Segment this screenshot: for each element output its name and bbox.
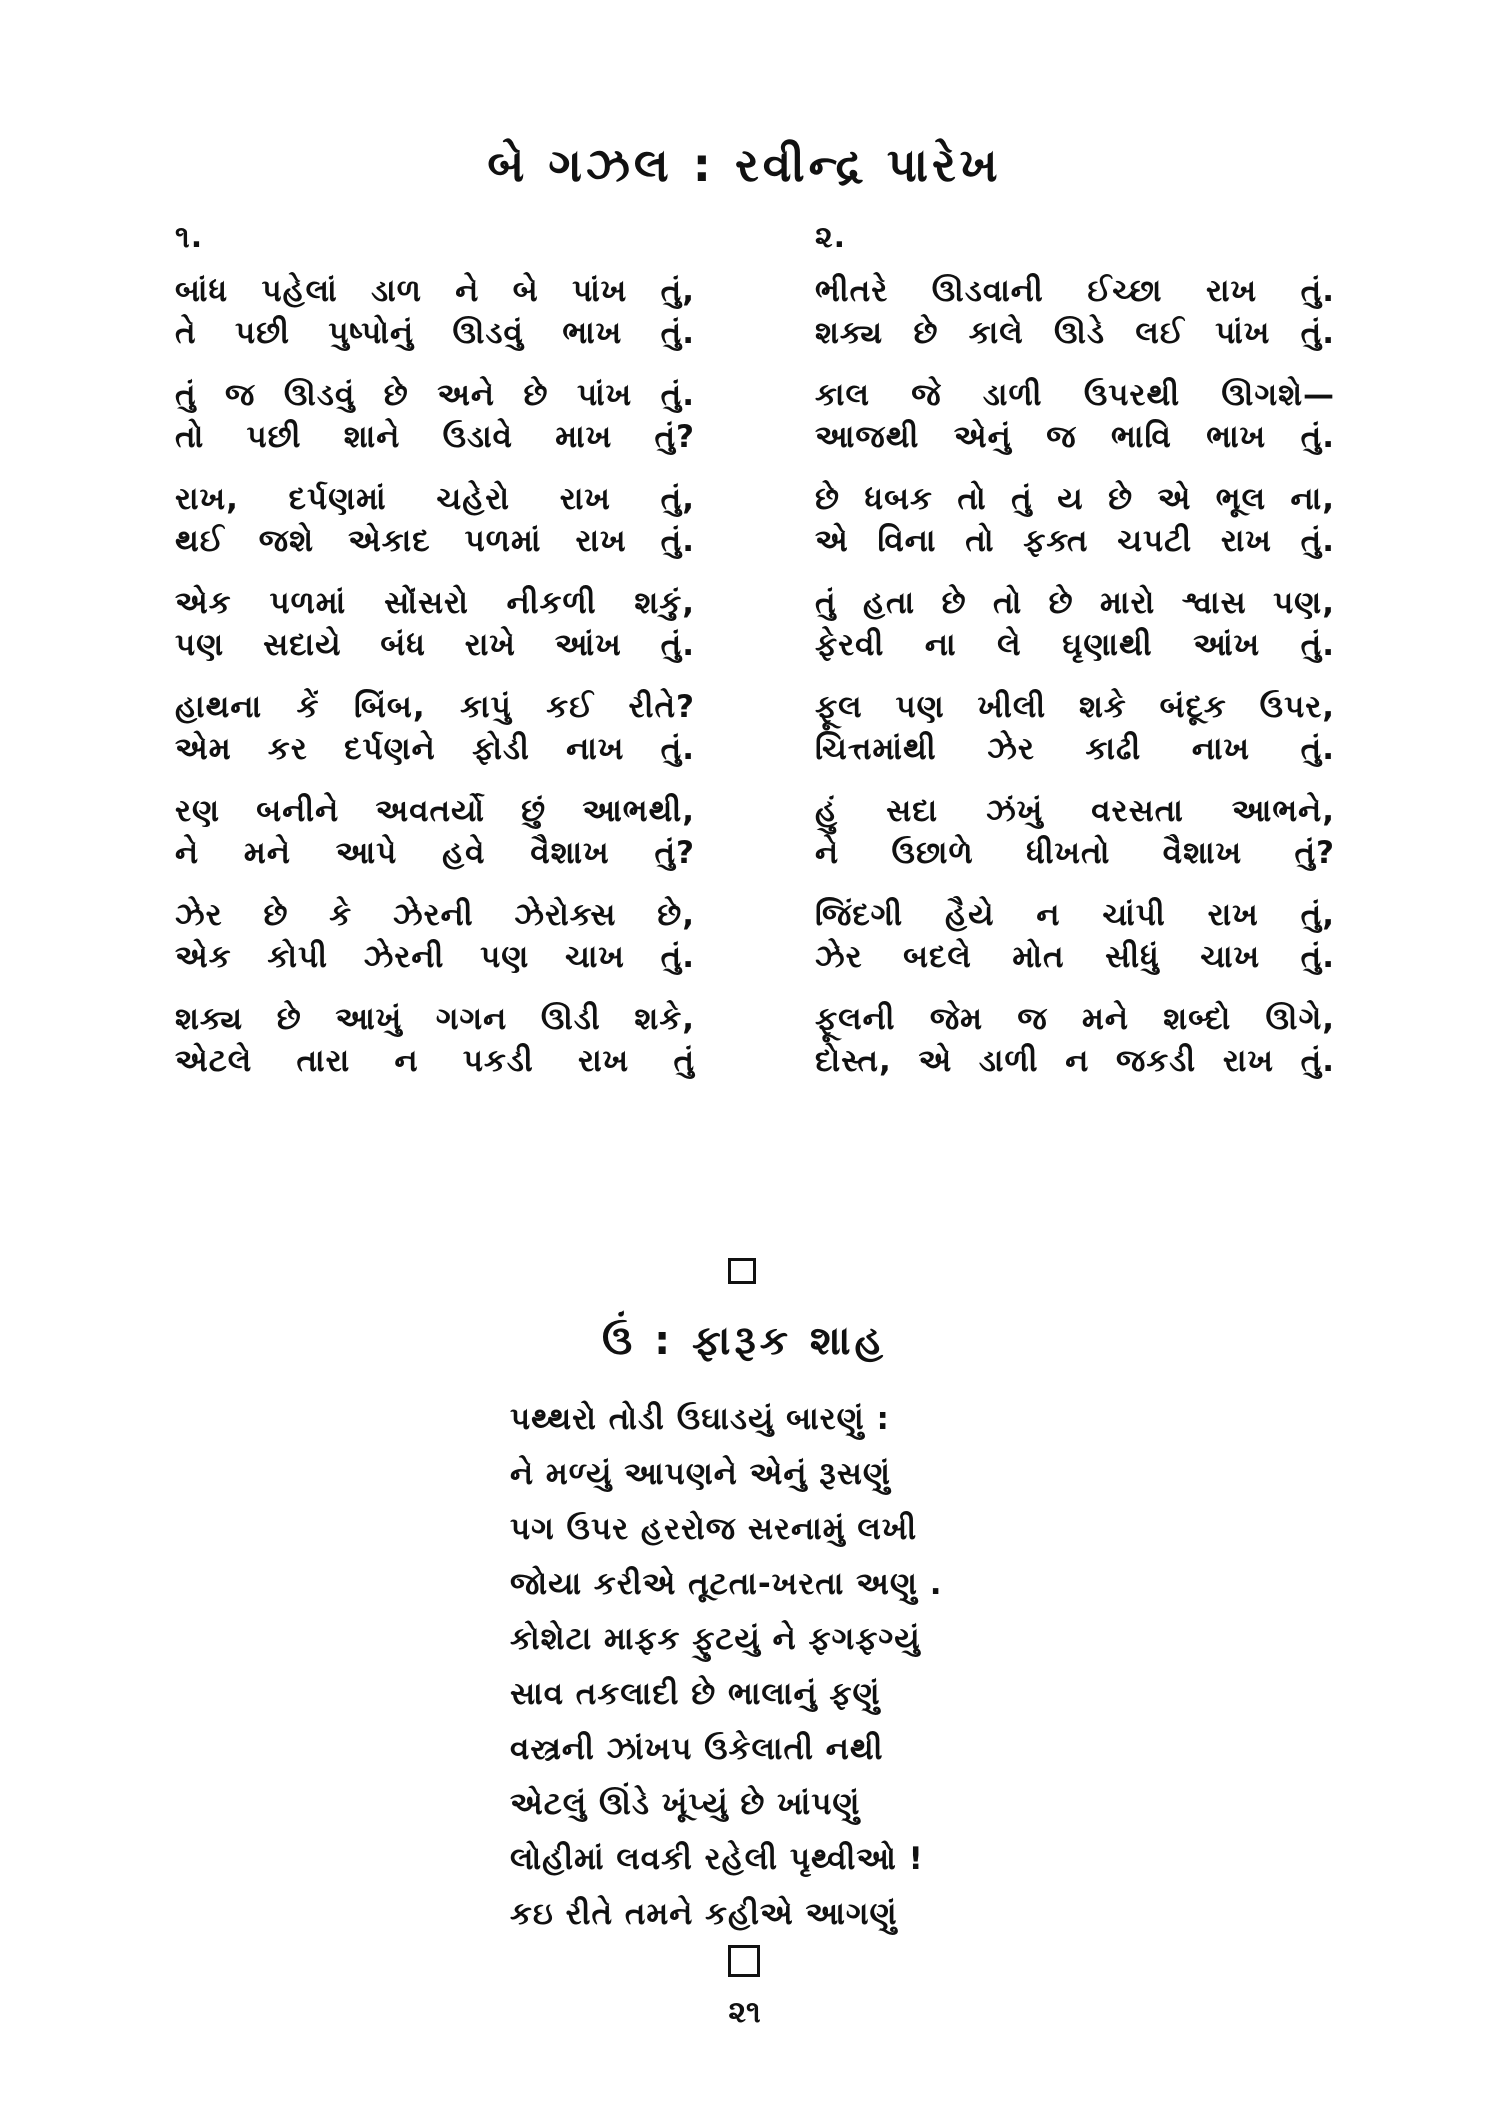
couplet <box>815 582 1335 666</box>
verse-line: તું હતા છે તો છે મારો શ્વાસ પણ, <box>815 585 1335 621</box>
verse-line: ને મને આપે હવે વૈશાખ તું? <box>175 835 695 871</box>
verse-line: તો પછી શાને ઉડાવે માખ તું? <box>175 419 695 455</box>
couplet <box>815 270 1335 354</box>
ghazal-couplets <box>815 270 1335 1082</box>
verse-line: એટલે તારા ન પકડી રાખ તું <box>175 1043 695 1079</box>
couplet <box>815 790 1335 874</box>
verse-line: એક પળમાં સોંસરો નીકળી શકું, <box>175 585 695 621</box>
couplet <box>815 374 1335 458</box>
couplet <box>175 998 695 1082</box>
verse-line: એમ કર દર્પણને ફોડી નાખ તું. <box>175 731 695 767</box>
verse-line: દોસ્ત, એ ડાળી ન જકડી રાખ તું. <box>815 1043 1335 1079</box>
verse-line: થઈ જશે એકાદ પળમાં રાખ તું. <box>175 523 695 559</box>
poem-title: ઉં : ફારૂક શાહ <box>602 1318 887 1364</box>
couplet <box>175 374 695 458</box>
verse-line: શક્ય છે કાલે ઊડે લઈ પાંખ તું. <box>815 315 1335 351</box>
verse-line: ફેરવી ના લે ઘૃણાથી આંખ તું. <box>815 627 1335 663</box>
verse-line: ને મળ્યું આપણને એનું રૂસણું <box>510 1456 891 1492</box>
verse-line: કોશેટા માફક ફુટયું ને ફગફગ્યું <box>510 1621 921 1657</box>
verse-line: ભીતરે ઊડવાની ઈચ્છા રાખ તું. <box>815 273 1335 309</box>
verse-line: સાવ તકલાદી છે ભાલાનું ફણું <box>510 1676 881 1712</box>
page-number: ૨૧ <box>728 1995 761 2030</box>
ghazal-one <box>175 220 695 1102</box>
verse-line: તું જ ઊડવું છે અને છે પાંખ તું. <box>175 377 695 413</box>
verse-line: ને ઉછાળે ધીખતો વૈશાખ તું? <box>815 835 1335 871</box>
verse-line: લોહીમાં લવકી રહેલી પૃથ્વીઓ ! <box>510 1841 924 1877</box>
ghazal-number: ૨. <box>815 220 847 255</box>
verse-line: રણ બનીને અવતર્યો છું આભથી, <box>175 793 695 829</box>
verse-line: જોયા કરીએ તૂટતા-ખરતા અણુ . <box>510 1566 943 1602</box>
couplet <box>815 686 1335 770</box>
verse-line: ઝેર બદલે મોત સીધું ચાખ તું. <box>815 939 1335 975</box>
couplet <box>175 582 695 666</box>
couplet <box>175 686 695 770</box>
section-separator-box <box>728 1945 760 1977</box>
verse-line: ફૂલની જેમ જ મને શબ્દો ઊગે, <box>815 1001 1335 1037</box>
verse-line: હું સદા ઝંખું વરસતા આભને, <box>815 793 1335 829</box>
verse-line: એટલું ઊંડે ખૂંપ્યું છે ખાંપણું <box>510 1786 861 1822</box>
verse-line: પગ ઉપર હરરોજ સરનામું લખી <box>510 1511 918 1547</box>
verse-line: વસ્ત્રની ઝાંખપ ઉકેલાતી નથી <box>510 1731 884 1767</box>
verse-line: બાંધ પહેલાં ડાળ ને બે પાંખ તું, <box>175 273 695 309</box>
verse-line: શક્ય છે આખું ગગન ઊડી શકે, <box>175 1001 695 1037</box>
couplet <box>175 790 695 874</box>
couplet <box>175 894 695 978</box>
page-heading: બે ગઝલ : રવીન્દ્ર પારેખ <box>487 138 1002 192</box>
verse-line: પણ સદાયે બંધ રાખે આંખ તું. <box>175 627 695 663</box>
verse-line: તે પછી પુષ્પોનું ઊડવું ભાખ તું. <box>175 315 695 351</box>
verse-line: કાલ જે ડાળી ઉપરથી ઊગશે— <box>815 377 1335 413</box>
couplet <box>815 998 1335 1082</box>
verse-line: આજથી એનું જ ભાવિ ભાખ તું. <box>815 419 1335 455</box>
verse-line: ફૂલ પણ ખીલી શકે બંદૂક ઉપર, <box>815 689 1335 725</box>
verse-line: ચિત્તમાંથી ઝેર કાઢી નાખ તું. <box>815 731 1335 767</box>
couplet <box>815 478 1335 562</box>
verse-line: કઇ રીતે તમને કહીએ આગણું <box>510 1896 898 1932</box>
verse-line: જિંદગી હૈયે ન ચાંપી રાખ તું, <box>815 897 1335 933</box>
ghazal-two <box>815 220 1335 1102</box>
couplet <box>175 270 695 354</box>
verse-line: હાથના કેં બિંબ, કાપું કઈ રીતે? <box>175 689 695 725</box>
verse-line: ઝેર છે કે ઝેરની ઝેરોક્સ છે, <box>175 897 695 933</box>
verse-line: એ વિના તો ફક્ત ચપટી રાખ તું. <box>815 523 1335 559</box>
section-separator-box <box>728 1258 756 1284</box>
ghazal-couplets <box>175 270 695 1082</box>
verse-line: રાખ, દર્પણમાં ચહેરો રાખ તું, <box>175 481 695 517</box>
verse-line: એક કોપી ઝેરની પણ ચાખ તું. <box>175 939 695 975</box>
couplet <box>815 894 1335 978</box>
couplet <box>175 478 695 562</box>
verse-line: છે ધબક તો તું ય છે એ ભૂલ ના, <box>815 481 1335 517</box>
verse-line: પથ્થરો તોડી ઉઘાડયું બારણું : <box>510 1401 890 1437</box>
poem-body <box>510 1392 990 1942</box>
ghazal-number: ૧. <box>175 220 204 255</box>
